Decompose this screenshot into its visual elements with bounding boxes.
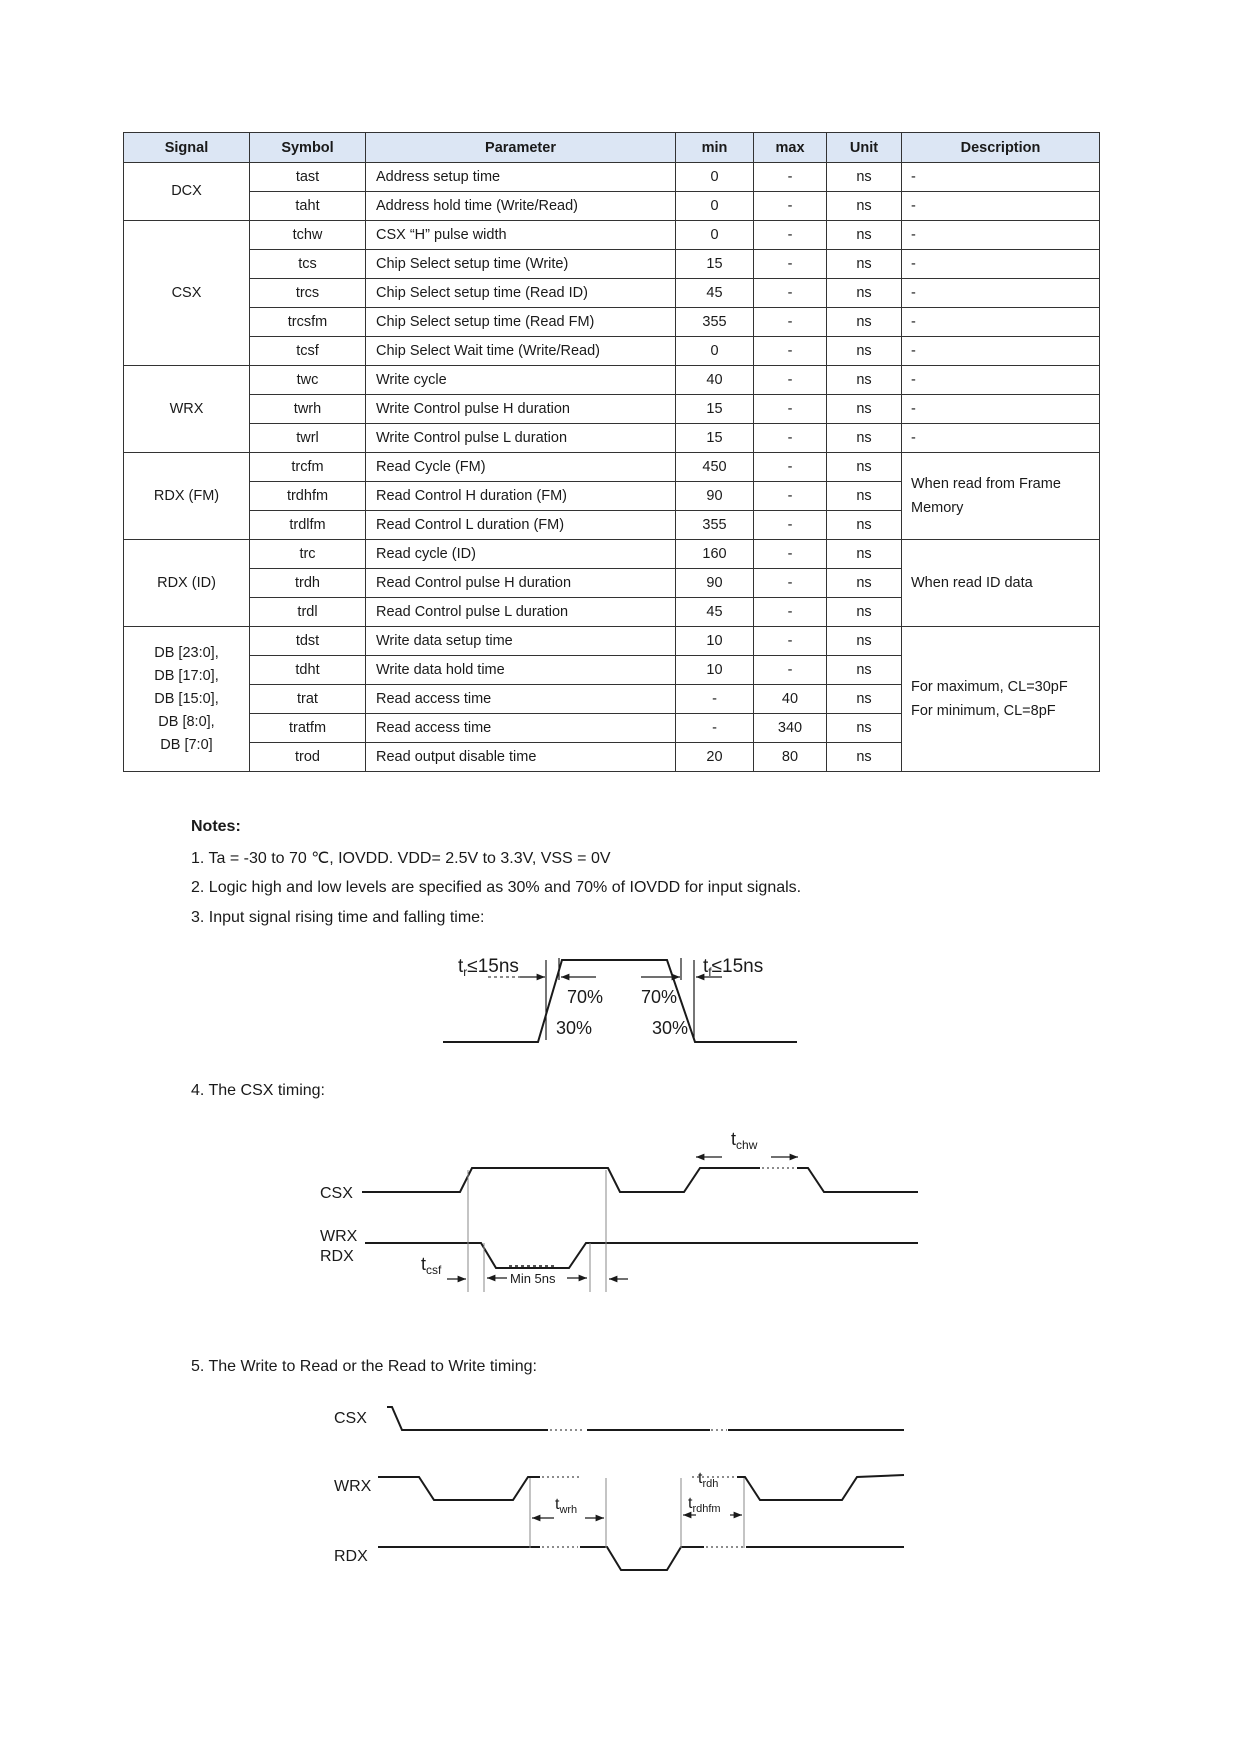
tr-label: $t_r\le 15ns$ xyxy=(458,956,519,979)
description-cell: - xyxy=(902,279,1100,308)
description-cell: - xyxy=(902,163,1100,192)
signal-name: DB [7:0] xyxy=(160,736,213,753)
wrx-signal-label: WRX xyxy=(320,1228,358,1245)
symbol-cell: trcs xyxy=(250,279,366,308)
symbol-cell: tcs xyxy=(250,250,366,279)
unit-cell: ns xyxy=(827,424,902,453)
min-cell: 15 xyxy=(676,250,754,279)
header-min: min xyxy=(676,133,754,163)
symbol-cell: twc xyxy=(250,366,366,395)
signal-name: RDX (FM) xyxy=(153,487,220,504)
note-5: 5. The Write to Read or the Read to Write timing: xyxy=(191,1358,537,1375)
max-cell: - xyxy=(754,482,827,511)
parameter-cell: Read Control pulse H duration xyxy=(366,569,676,598)
signal-name: DCX xyxy=(171,183,202,199)
parameter-cell: Write data hold time xyxy=(366,656,676,685)
signal-name: DB [17:0], xyxy=(154,667,219,684)
description-line: When read ID data xyxy=(911,575,1033,591)
min-cell: 15 xyxy=(676,395,754,424)
parameter-cell: Address hold time (Write/Read) xyxy=(366,192,676,221)
wrx-waveform-2 xyxy=(737,1475,904,1500)
unit-cell: ns xyxy=(827,685,902,714)
parameter-cell: Chip Select setup time (Read ID) xyxy=(366,279,676,308)
max-cell: 340 xyxy=(754,714,827,743)
min-cell: 0 xyxy=(676,192,754,221)
description-cell: - xyxy=(902,192,1100,221)
header-parameter: Parameter xyxy=(366,133,676,163)
signal-name: CSX xyxy=(171,284,202,301)
unit-cell: ns xyxy=(827,279,902,308)
rdx-signal-label: RDX xyxy=(320,1248,354,1265)
max-cell: - xyxy=(754,569,827,598)
symbol-cell: trdlfm xyxy=(250,511,366,540)
unit-cell: ns xyxy=(827,569,902,598)
unit-cell: ns xyxy=(827,163,902,192)
wrx-signal-label: WRX xyxy=(334,1478,372,1495)
unit-cell: ns xyxy=(827,337,902,366)
parameter-cell: Write Control pulse L duration xyxy=(366,424,676,453)
min-cell: 90 xyxy=(676,569,754,598)
max-cell: - xyxy=(754,192,827,221)
signal-name: RDX (ID) xyxy=(157,574,216,591)
description-line: When read from Frame xyxy=(911,476,1061,492)
max-cell: - xyxy=(754,279,827,308)
parameter-cell: Read cycle (ID) xyxy=(366,540,676,569)
trdhfm-label: $t_{rdhfm}$ xyxy=(688,1495,721,1515)
rdx-signal-label: RDX xyxy=(334,1548,368,1565)
symbol-cell: tdst xyxy=(250,627,366,656)
description-cell: - xyxy=(902,337,1100,366)
min-cell: 10 xyxy=(676,627,754,656)
symbol-cell: trdl xyxy=(250,598,366,627)
description-cell: - xyxy=(902,424,1100,453)
csx-waveform xyxy=(387,1407,548,1430)
description-cell: - xyxy=(902,395,1100,424)
tf-label: $t_f\le 15ns$ xyxy=(703,956,764,979)
description-cell: - xyxy=(902,308,1100,337)
max-cell: - xyxy=(754,221,827,250)
high-level-label-left: 70% xyxy=(567,987,604,1007)
parameter-cell: Read access time xyxy=(366,714,676,743)
unit-cell: ns xyxy=(827,627,902,656)
min-cell: 355 xyxy=(676,511,754,540)
unit-cell: ns xyxy=(827,453,902,482)
header-unit: Unit xyxy=(827,133,902,163)
unit-cell: ns xyxy=(827,366,902,395)
tchw-label: $t_{chw}$ xyxy=(731,1129,758,1152)
parameter-cell: Chip Select setup time (Write) xyxy=(366,250,676,279)
parameter-cell: Read Control H duration (FM) xyxy=(366,482,676,511)
parameter-cell: Write Control pulse H duration xyxy=(366,395,676,424)
symbol-cell: taht xyxy=(250,192,366,221)
min-cell: 40 xyxy=(676,366,754,395)
note-3: 3. Input signal rising time and falling time: xyxy=(191,909,485,926)
max-cell: - xyxy=(754,540,827,569)
parameter-cell: Address setup time xyxy=(366,163,676,192)
parameter-cell: CSX “H” pulse width xyxy=(366,221,676,250)
max-cell: - xyxy=(754,424,827,453)
header-symbol: Symbol xyxy=(250,133,366,163)
unit-cell: ns xyxy=(827,656,902,685)
symbol-cell: tcsf xyxy=(250,337,366,366)
max-cell: - xyxy=(754,308,827,337)
parameter-cell: Chip Select setup time (Read FM) xyxy=(366,308,676,337)
signal-name: DB [15:0], xyxy=(154,690,219,707)
unit-cell: ns xyxy=(827,250,902,279)
unit-cell: ns xyxy=(827,395,902,424)
description-line: For maximum, CL=30pF xyxy=(911,679,1068,695)
unit-cell: ns xyxy=(827,511,902,540)
signal-name: WRX xyxy=(169,400,204,417)
symbol-cell: trdhfm xyxy=(250,482,366,511)
twrh-label: $t_{wrh}$ xyxy=(555,1496,578,1516)
low-level-label-left: 30% xyxy=(556,1018,593,1038)
symbol-cell: twrl xyxy=(250,424,366,453)
symbol-cell: twrh xyxy=(250,395,366,424)
min-cell: 45 xyxy=(676,279,754,308)
description-line: Memory xyxy=(911,500,964,516)
unit-cell: ns xyxy=(827,221,902,250)
symbol-cell: tratfm xyxy=(250,714,366,743)
tcsf-label: $t_{csf}$ xyxy=(421,1254,442,1277)
unit-cell: ns xyxy=(827,714,902,743)
min-cell: 20 xyxy=(676,743,754,772)
unit-cell: ns xyxy=(827,743,902,772)
min-cell: 45 xyxy=(676,598,754,627)
note-1: 1. Ta = -30 to 70 ℃, IOVDD. VDD= 2.5V to 3.3V, VSS = 0V xyxy=(191,850,611,867)
symbol-cell: trc xyxy=(250,540,366,569)
description-cell: - xyxy=(902,221,1100,250)
min-cell: 10 xyxy=(676,656,754,685)
unit-cell: ns xyxy=(827,192,902,221)
csx-signal-label: CSX xyxy=(334,1410,367,1427)
max-cell: - xyxy=(754,337,827,366)
signal-name: DB [8:0], xyxy=(158,713,215,730)
max-cell: - xyxy=(754,250,827,279)
trdh-label: $t_{rdh}$ xyxy=(698,1470,719,1490)
parameter-cell: Read output disable time xyxy=(366,743,676,772)
min-cell: 90 xyxy=(676,482,754,511)
header-max: max xyxy=(754,133,827,163)
csx-signal-label: CSX xyxy=(320,1185,353,1202)
high-level-label-right: 70% xyxy=(641,987,678,1007)
low-level-label-right: 30% xyxy=(652,1018,689,1038)
parameter-cell: Read Control L duration (FM) xyxy=(366,511,676,540)
min-cell: 0 xyxy=(676,163,754,192)
parameter-cell: Read Cycle (FM) xyxy=(366,453,676,482)
min-cell: 0 xyxy=(676,221,754,250)
max-cell: - xyxy=(754,366,827,395)
description-cell: - xyxy=(902,250,1100,279)
max-cell: - xyxy=(754,163,827,192)
unit-cell: ns xyxy=(827,308,902,337)
parameter-cell: Write cycle xyxy=(366,366,676,395)
symbol-cell: tast xyxy=(250,163,366,192)
symbol-cell: tchw xyxy=(250,221,366,250)
max-cell: - xyxy=(754,453,827,482)
min-cell: 355 xyxy=(676,308,754,337)
symbol-cell: trdh xyxy=(250,569,366,598)
min-cell: 160 xyxy=(676,540,754,569)
unit-cell: ns xyxy=(827,540,902,569)
note-2: 2. Logic high and low levels are specified as 30% and 70% of IOVDD for input signals. xyxy=(191,879,802,896)
min-cell: - xyxy=(676,685,754,714)
unit-cell: ns xyxy=(827,482,902,511)
rdx-waveform-low xyxy=(580,1547,704,1570)
symbol-cell: tdht xyxy=(250,656,366,685)
parameter-cell: Write data setup time xyxy=(366,627,676,656)
symbol-cell: trod xyxy=(250,743,366,772)
min-cell: 450 xyxy=(676,453,754,482)
header-description: Description xyxy=(902,133,1100,163)
signal-name: DB [23:0], xyxy=(154,644,219,661)
description-line: For minimum, CL=8pF xyxy=(911,703,1056,719)
notes-title: Notes: xyxy=(191,818,241,835)
note-4: 4. The CSX timing: xyxy=(191,1082,325,1099)
wrx-waveform xyxy=(378,1477,540,1500)
symbol-cell: trcfm xyxy=(250,453,366,482)
max-cell: - xyxy=(754,395,827,424)
max-cell: - xyxy=(754,656,827,685)
max-cell: - xyxy=(754,627,827,656)
min-cell: 0 xyxy=(676,337,754,366)
symbol-cell: trcsfm xyxy=(250,308,366,337)
parameter-cell: Chip Select Wait time (Write/Read) xyxy=(366,337,676,366)
max-cell: 40 xyxy=(754,685,827,714)
max-cell: - xyxy=(754,598,827,627)
description-cell: - xyxy=(902,366,1100,395)
min-cell: - xyxy=(676,714,754,743)
parameter-cell: Read Control pulse L duration xyxy=(366,598,676,627)
symbol-cell: trat xyxy=(250,685,366,714)
min-pulse-label: Min 5ns xyxy=(510,1271,556,1286)
max-cell: 80 xyxy=(754,743,827,772)
header-signal: Signal xyxy=(124,133,250,163)
parameter-cell: Read access time xyxy=(366,685,676,714)
unit-cell: ns xyxy=(827,598,902,627)
max-cell: - xyxy=(754,511,827,540)
min-cell: 15 xyxy=(676,424,754,453)
